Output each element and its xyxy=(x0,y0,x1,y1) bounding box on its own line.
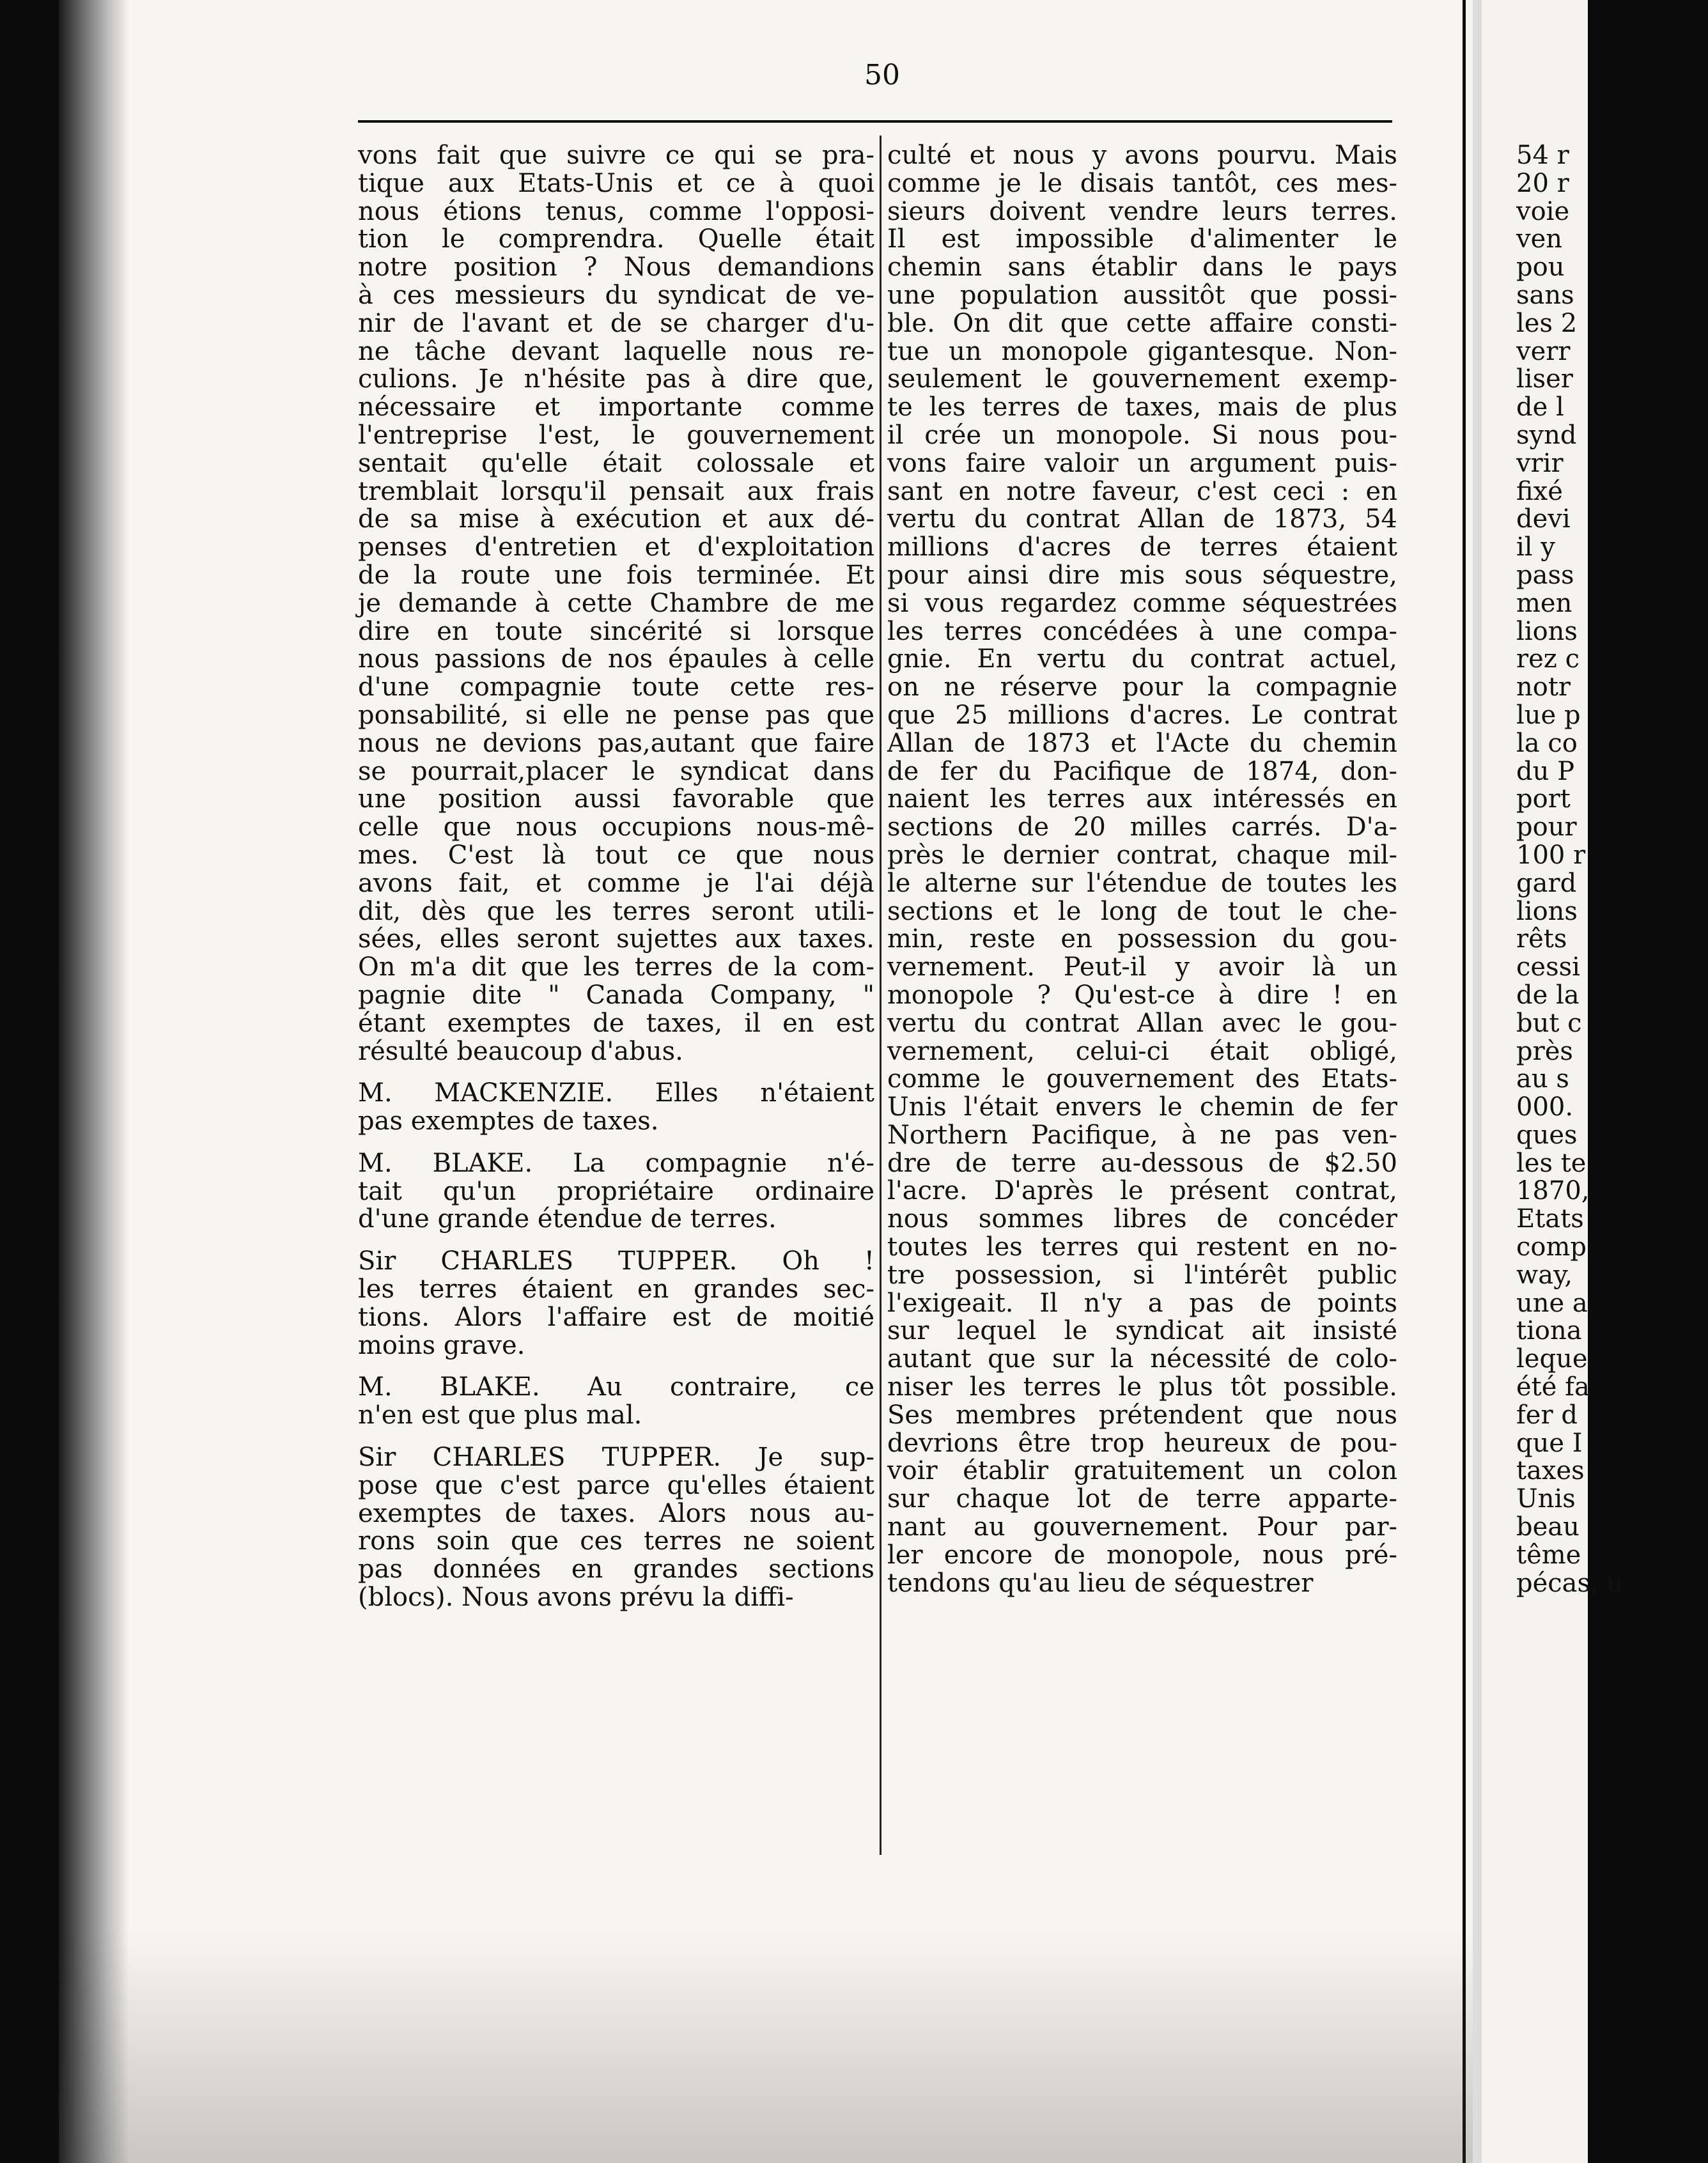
text-line: comme je le disais tantôt, ces mes- xyxy=(887,168,1397,198)
text-line: il y xyxy=(1516,532,1555,562)
text-line: Sir CHARLES TUPPER. Je sup- xyxy=(358,1443,874,1473)
text-line: Etats xyxy=(1516,1204,1584,1234)
text-line: gnie. En vertu du contrat actuel, xyxy=(887,644,1397,674)
text-line: une a xyxy=(1516,1288,1588,1318)
text-line: leque xyxy=(1516,1344,1588,1374)
binding-shadow xyxy=(59,0,129,2163)
text-line: étant exemptes de taxes, il en est xyxy=(358,1008,874,1038)
text-line: il crée un monopole. Si nous pou- xyxy=(887,420,1397,450)
text-line: Ses membres prétendent que nous xyxy=(887,1400,1397,1430)
text-line: les terres étaient en grandes sec- xyxy=(358,1275,874,1305)
text-line: tremblait lorsqu'il pensait aux frais xyxy=(358,476,874,506)
text-line: M. BLAKE. La compagnie n'é- xyxy=(358,1148,874,1178)
text-line: nant au gouvernement. Pour par- xyxy=(887,1512,1397,1542)
page-gutter xyxy=(1473,0,1482,2163)
text-line: le alterne sur l'étendue de toutes les xyxy=(887,868,1397,898)
text-line: les 2 xyxy=(1516,308,1578,338)
text-line: 1870, xyxy=(1516,1176,1590,1206)
text-line: 20 r xyxy=(1516,168,1569,198)
text-line: une population aussitôt que possi- xyxy=(887,280,1397,310)
text-line: fixé xyxy=(1516,476,1563,506)
text-column-left xyxy=(358,142,874,1612)
text-line: sur chaque lot de terre apparte- xyxy=(887,1484,1397,1514)
text-line: celle que nous occupions nous-mê- xyxy=(358,812,874,842)
text-line: dire en toute sincérité si lorsque xyxy=(358,616,874,646)
text-line: pour ainsi dire mis sous séquestre, xyxy=(887,560,1397,590)
text-line: autant que sur la nécessité de colo- xyxy=(887,1344,1397,1374)
text-line: l'exigeait. Il n'y a pas de points xyxy=(887,1288,1397,1318)
text-line: tait qu'un propriétaire ordinaire xyxy=(358,1176,874,1206)
text-line: chemin sans établir dans le pays xyxy=(887,252,1397,283)
text-line: lions xyxy=(1516,616,1578,646)
text-line: lue p xyxy=(1516,700,1581,730)
paragraph-gap xyxy=(358,1234,874,1248)
text-line: seulement le gouvernement exemp- xyxy=(887,364,1397,394)
text-line: (blocs). Nous avons prévu la diffi- xyxy=(358,1583,794,1613)
text-line: vons faire valoir un argument puis- xyxy=(887,448,1397,478)
text-line: pou xyxy=(1516,252,1565,283)
text-line: penses d'entretien et d'exploitation xyxy=(358,532,874,562)
text-line: pas exemptes de taxes. xyxy=(358,1106,659,1136)
text-line: ne tâche devant laquelle nous re- xyxy=(358,336,874,366)
text-line: notr xyxy=(1516,672,1571,702)
text-line: rons soin que ces terres ne soient xyxy=(358,1526,874,1556)
text-line: nir de l'avant et de se charger d'u- xyxy=(358,308,874,338)
text-line: sées, elles seront sujettes aux taxes. xyxy=(358,924,874,954)
text-line: 100 r xyxy=(1516,840,1586,870)
text-line: tiona xyxy=(1516,1316,1582,1346)
text-line: sant en notre faveur, c'est ceci : en xyxy=(887,476,1397,506)
text-line: d'une grande étendue de terres. xyxy=(358,1204,777,1234)
text-line: de la route une fois terminée. Et xyxy=(358,560,874,590)
text-line: verr xyxy=(1516,336,1571,366)
text-line: liser xyxy=(1516,364,1573,394)
page-edge xyxy=(1463,0,1466,2163)
text-line: de la xyxy=(1516,980,1580,1010)
text-column-right-fragment xyxy=(1516,142,1708,1597)
text-line: On m'a dit que les terres de la com- xyxy=(358,952,874,982)
text-line: Il est impossible d'alimenter le xyxy=(887,224,1397,254)
text-line: Unis xyxy=(1516,1484,1576,1514)
text-line: Northern Pacifique, à ne pas ven- xyxy=(887,1120,1397,1150)
text-line: que 25 millions d'acres. Le contrat xyxy=(887,700,1397,730)
text-line: beau xyxy=(1516,1512,1580,1542)
text-line: comp xyxy=(1516,1232,1587,1262)
text-line: culté et nous y avons pourvu. Mais xyxy=(887,141,1397,170)
text-line: du P xyxy=(1516,756,1574,786)
paragraph-gap xyxy=(358,1136,874,1150)
text-line: 000. xyxy=(1516,1092,1574,1122)
text-line: fer d xyxy=(1516,1400,1578,1430)
text-line: se pourrait,placer le syndicat dans xyxy=(358,756,874,786)
text-line: voir établir gratuitement un colon xyxy=(887,1456,1397,1486)
text-line: de sa mise à exécution et aux dé- xyxy=(358,504,874,534)
text-line: près le dernier contrat, chaque mil- xyxy=(887,840,1397,870)
text-line: devrions être trop heureux de pou- xyxy=(887,1428,1397,1458)
text-line: Unis l'était envers le chemin de fer xyxy=(887,1092,1397,1122)
text-line: vertu du contrat Allan de 1873, 54 xyxy=(887,504,1397,534)
text-line: synd xyxy=(1516,420,1577,450)
text-line: de fer du Pacifique de 1874, don- xyxy=(887,756,1397,786)
text-line: pécas, u xyxy=(1516,1568,1624,1598)
text-line: but c xyxy=(1516,1008,1582,1038)
text-line: sentait qu'elle était colossale et xyxy=(358,448,874,478)
text-line: avons fait, et comme je l'ai déjà xyxy=(358,868,874,898)
text-line: tre possession, si l'intérêt public xyxy=(887,1260,1397,1290)
text-line: men xyxy=(1516,588,1572,618)
text-line: nécessaire et importante comme xyxy=(358,392,874,423)
scan-shading xyxy=(59,1930,1473,2163)
text-line: pour xyxy=(1516,812,1577,842)
text-line: que I xyxy=(1516,1428,1583,1458)
text-line: pagnie dite " Canada Company, " xyxy=(358,980,874,1010)
text-line: ven xyxy=(1516,224,1563,254)
text-line: pose que c'est parce qu'elles étaient xyxy=(358,1470,874,1500)
text-line: tême xyxy=(1516,1540,1581,1570)
header-rule xyxy=(358,120,1392,123)
text-line: l'acre. D'après le présent contrat, xyxy=(887,1176,1397,1206)
text-line: vons fait que suivre ce qui se pra- xyxy=(358,141,874,170)
text-line: résulté beaucoup d'abus. xyxy=(358,1036,683,1066)
text-line: pass xyxy=(1516,560,1574,590)
text-line: way, xyxy=(1516,1260,1573,1290)
text-line: millions d'acres de terres étaient xyxy=(887,532,1397,562)
text-line: te les terres de taxes, mais de plus xyxy=(887,392,1397,423)
text-line: port xyxy=(1516,784,1571,814)
text-line: pas données en grandes sections xyxy=(358,1554,874,1585)
text-line: vernement, celui-ci était obligé, xyxy=(887,1036,1397,1066)
text-line: je demande à cette Chambre de me xyxy=(358,588,874,618)
text-line: les te xyxy=(1516,1148,1587,1178)
text-line: Allan de 1873 et l'Acte du chemin xyxy=(887,728,1397,758)
text-line: M. BLAKE. Au contraire, ce xyxy=(358,1372,874,1402)
text-line: monopole ? Qu'est-ce à dire ! en xyxy=(887,980,1397,1010)
column-divider xyxy=(880,136,881,1855)
text-line: si vous regardez comme séquestrées xyxy=(887,588,1397,618)
text-line: tion le comprendra. Quelle était xyxy=(358,224,874,254)
text-line: nous sommes libres de concéder xyxy=(887,1204,1397,1234)
text-line: près xyxy=(1516,1036,1573,1066)
text-line: au s xyxy=(1516,1064,1569,1094)
text-line: culions. Je n'hésite pas à dire que, xyxy=(358,364,874,394)
text-line: rez c xyxy=(1516,644,1580,674)
text-line: sieurs doivent vendre leurs terres. xyxy=(887,196,1397,226)
text-line: nous étions tenus, comme l'opposi- xyxy=(358,196,874,226)
text-line: ques xyxy=(1516,1120,1578,1150)
text-line: les terres concédées à une compa- xyxy=(887,616,1397,646)
text-line: dit, dès que les terres seront utili- xyxy=(358,896,874,926)
text-line: exemptes de taxes. Alors nous au- xyxy=(358,1498,874,1528)
text-line: nous passions de nos épaules à celle xyxy=(358,644,874,674)
text-line: rêts xyxy=(1516,924,1567,954)
text-line: été fa xyxy=(1516,1372,1590,1402)
text-line: toutes les terres qui restent en no- xyxy=(887,1232,1397,1262)
text-line: une position aussi favorable que xyxy=(358,784,874,814)
text-line: sections et le long de tout le che- xyxy=(887,896,1397,926)
text-line: sections de 20 milles carrés. D'a- xyxy=(887,812,1397,842)
text-line: lions xyxy=(1516,896,1578,926)
text-line: min, reste en possession du gou- xyxy=(887,924,1397,954)
text-line: vrir xyxy=(1516,448,1564,478)
text-line: voie xyxy=(1516,196,1570,226)
text-line: tique aux Etats-Unis et ce à quoi xyxy=(358,168,874,198)
text-line: vernement. Peut-il y avoir là un xyxy=(887,952,1397,982)
paragraph-gap xyxy=(358,1360,874,1374)
text-line: Sir CHARLES TUPPER. Oh ! xyxy=(358,1246,874,1276)
text-line: 54 r xyxy=(1516,141,1569,170)
text-line: cessi xyxy=(1516,952,1580,982)
text-line: nous ne devions pas,autant que faire xyxy=(358,728,874,758)
text-line: naient les terres aux intéressés en xyxy=(887,784,1397,814)
text-line: mes. C'est là tout ce que nous xyxy=(358,840,874,870)
text-line: sans xyxy=(1516,280,1574,310)
text-line: n'en est que plus mal. xyxy=(358,1400,642,1430)
text-line: tions. Alors l'affaire est de moitié xyxy=(358,1302,874,1332)
text-line: moins grave. xyxy=(358,1330,525,1360)
text-column-middle xyxy=(887,142,1397,1597)
paragraph-gap xyxy=(358,1430,874,1444)
text-line: l'entreprise l'est, le gouvernement xyxy=(358,420,874,450)
text-line: à ces messieurs du syndicat de ve- xyxy=(358,280,874,310)
text-line: ble. On dit que cette affaire consti- xyxy=(887,308,1397,338)
text-line: gard xyxy=(1516,868,1577,898)
text-line: notre position ? Nous demandions xyxy=(358,252,874,283)
text-line: niser les terres le plus tôt possible. xyxy=(887,1372,1397,1402)
page-number: 50 xyxy=(864,59,900,91)
text-line: tue un monopole gigantesque. Non- xyxy=(887,336,1397,366)
facing-page-fragment xyxy=(1482,0,1624,2163)
text-line: de l xyxy=(1516,392,1564,423)
text-line: sur lequel le syndicat ait insisté xyxy=(887,1316,1397,1346)
text-line: ponsabilité, si elle ne pense pas que xyxy=(358,700,874,730)
text-line: comme le gouvernement des Etats- xyxy=(887,1064,1397,1094)
text-line: d'une compagnie toute cette res- xyxy=(358,672,874,702)
paragraph-gap xyxy=(358,1066,874,1080)
text-line: vertu du contrat Allan avec le gou- xyxy=(887,1008,1397,1038)
text-line: la co xyxy=(1516,728,1578,758)
text-line: taxes xyxy=(1516,1456,1585,1486)
text-line: dre de terre au-dessous de $2.50 xyxy=(887,1148,1397,1178)
text-line: M. MACKENZIE. Elles n'étaient xyxy=(358,1078,874,1108)
text-line: on ne réserve pour la compagnie xyxy=(887,672,1397,702)
text-line: tendons qu'au lieu de séquestrer xyxy=(887,1568,1314,1598)
text-line: ler encore de monopole, nous pré- xyxy=(887,1540,1397,1570)
text-line: devi xyxy=(1516,504,1571,534)
